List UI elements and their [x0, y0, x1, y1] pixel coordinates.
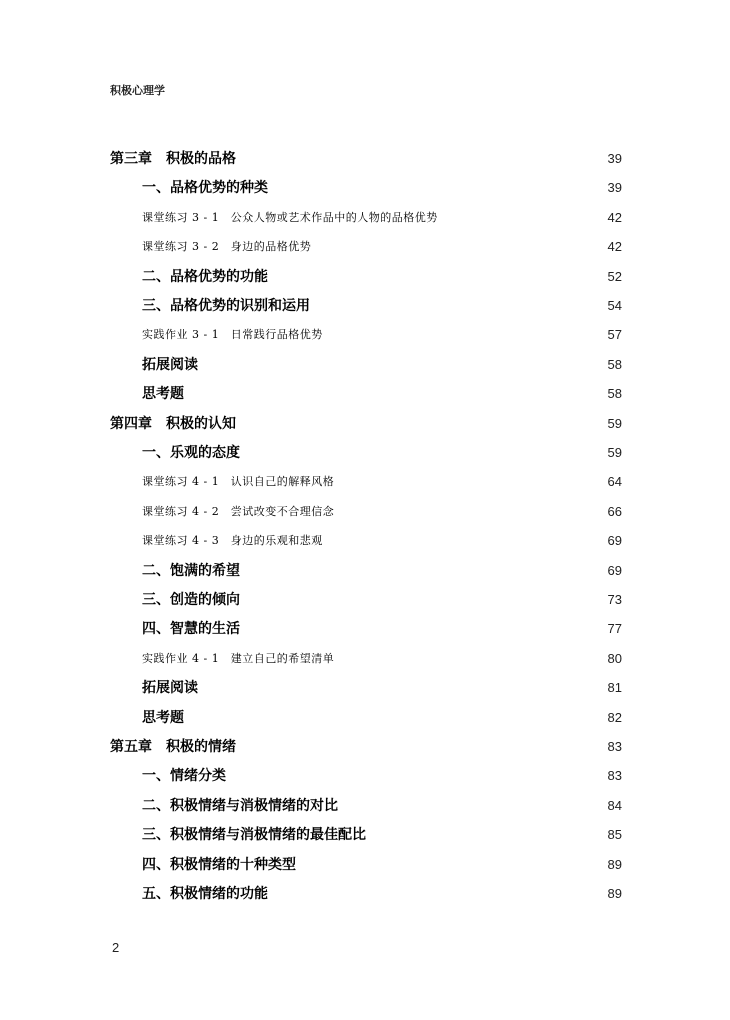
- toc-entry-label: 二、积极情绪与消极情绪的对比: [142, 797, 338, 814]
- toc-entry-page: 57: [607, 327, 622, 343]
- toc-entry-label: 拓展阅读: [142, 680, 198, 697]
- toc-entry-exercise: [0, 323, 730, 347]
- toc-entry-section: [0, 441, 730, 465]
- toc-entry-exercise: [0, 500, 730, 524]
- toc-entry-page: 66: [607, 503, 622, 519]
- toc-entry-label: 实践作业 3 - 1 日常践行品格优势: [142, 328, 323, 342]
- toc-entry-section: [0, 706, 730, 730]
- toc-entry-section: [0, 823, 730, 847]
- toc-entry-label: 三、品格优势的识别和运用: [142, 298, 310, 314]
- toc-entry-label: 实践作业 4 - 1 建立自己的希望清单: [142, 651, 335, 665]
- toc-entry-label: 四、积极情绪的十种类型: [142, 856, 296, 873]
- toc-entry-label: 五、积极情绪的功能: [142, 886, 268, 902]
- toc-entry-section: [0, 676, 730, 700]
- toc-entry-label: 三、创造的倾向: [142, 592, 240, 608]
- toc-entry-label: 思考题: [142, 386, 184, 403]
- toc-entry-label: 课堂练习 4 - 2 尝试改变不合理信念: [142, 504, 335, 518]
- toc-entry-section: [0, 764, 730, 788]
- toc-entry-label: 课堂练习 3 - 1 公众人物或艺术作品中的人物的品格优势: [142, 210, 438, 224]
- toc-entry-page: 39: [607, 180, 622, 196]
- toc-entry-page: 73: [607, 592, 622, 607]
- toc-entry-page: 85: [607, 827, 622, 843]
- toc-entry-section: [0, 559, 730, 583]
- toc-entry-exercise: [0, 206, 730, 230]
- toc-entry-page: 83: [607, 768, 622, 784]
- toc-entry-section: [0, 617, 730, 641]
- toc-entry-chapter: [0, 735, 730, 759]
- toc-entry-section: [0, 853, 730, 877]
- toc-entry-chapter: [0, 147, 730, 171]
- toc-entry-section: [0, 794, 730, 818]
- toc-entry-label: 二、品格优势的功能: [142, 268, 268, 285]
- toc-entry-label: 第三章 积极的品格: [110, 151, 236, 167]
- toc-entry-page: 69: [607, 533, 622, 549]
- toc-entry-section: [0, 353, 730, 377]
- toc-entry-section: [0, 176, 730, 200]
- toc-entry-page: 52: [607, 268, 622, 284]
- toc-entry-page: 84: [607, 797, 622, 813]
- toc-entry-label: 课堂练习 4 - 3 身边的乐观和悲观: [142, 534, 323, 548]
- toc-entry-section: [0, 588, 730, 612]
- running-header: 积极心理学: [110, 84, 165, 97]
- toc-entry-page: 82: [607, 709, 622, 725]
- toc-entry-label: 课堂练习 4 - 1 认识自己的解释风格: [142, 475, 335, 489]
- toc-entry-page: 54: [607, 298, 622, 313]
- toc-entry-page: 58: [607, 356, 622, 372]
- page-number: 2: [112, 940, 120, 955]
- toc-entry-label: 第五章 积极的情绪: [110, 739, 236, 755]
- toc-entry-exercise: [0, 529, 730, 553]
- toc-entry-section: [0, 294, 730, 318]
- toc-entry-page: 83: [607, 739, 622, 754]
- toc-entry-chapter: [0, 412, 730, 436]
- toc-entry-section: [0, 882, 730, 906]
- toc-entry-label: 三、积极情绪与消极情绪的最佳配比: [142, 827, 366, 844]
- toc-entry-label: 拓展阅读: [142, 356, 198, 373]
- toc-entry-section: [0, 265, 730, 289]
- toc-entry-label: 二、饱满的希望: [142, 562, 240, 579]
- toc-entry-section: [0, 382, 730, 406]
- toc-entry-page: 59: [607, 445, 622, 460]
- toc-entry-label: 四、智慧的生活: [142, 621, 240, 638]
- toc-entry-label: 课堂练习 3 - 2 身边的品格优势: [142, 240, 312, 254]
- toc-entry-page: 80: [607, 650, 622, 666]
- toc-entry-page: 64: [607, 474, 622, 490]
- toc-entry-page: 58: [607, 386, 622, 402]
- toc-entry-label: 思考题: [142, 709, 184, 726]
- toc-entry-exercise: [0, 647, 730, 671]
- toc-entry-page: 89: [607, 856, 622, 872]
- toc-entry-exercise: [0, 235, 730, 259]
- toc-entry-label: 一、品格优势的种类: [142, 180, 268, 197]
- toc-entry-page: 81: [607, 680, 622, 696]
- toc-entry-exercise: [0, 470, 730, 494]
- toc-entry-label: 第四章 积极的认知: [110, 415, 236, 432]
- toc-entry-page: 77: [607, 621, 622, 637]
- toc-entry-label: 一、乐观的态度: [142, 445, 240, 461]
- toc-entry-label: 一、情绪分类: [142, 768, 226, 785]
- toc-entry-page: 42: [607, 239, 622, 255]
- toc-entry-page: 42: [607, 209, 622, 225]
- toc-entry-page: 69: [607, 562, 622, 578]
- toc-entry-page: 89: [607, 886, 622, 901]
- toc-entry-page: 59: [607, 415, 622, 431]
- toc-entry-page: 39: [607, 151, 622, 166]
